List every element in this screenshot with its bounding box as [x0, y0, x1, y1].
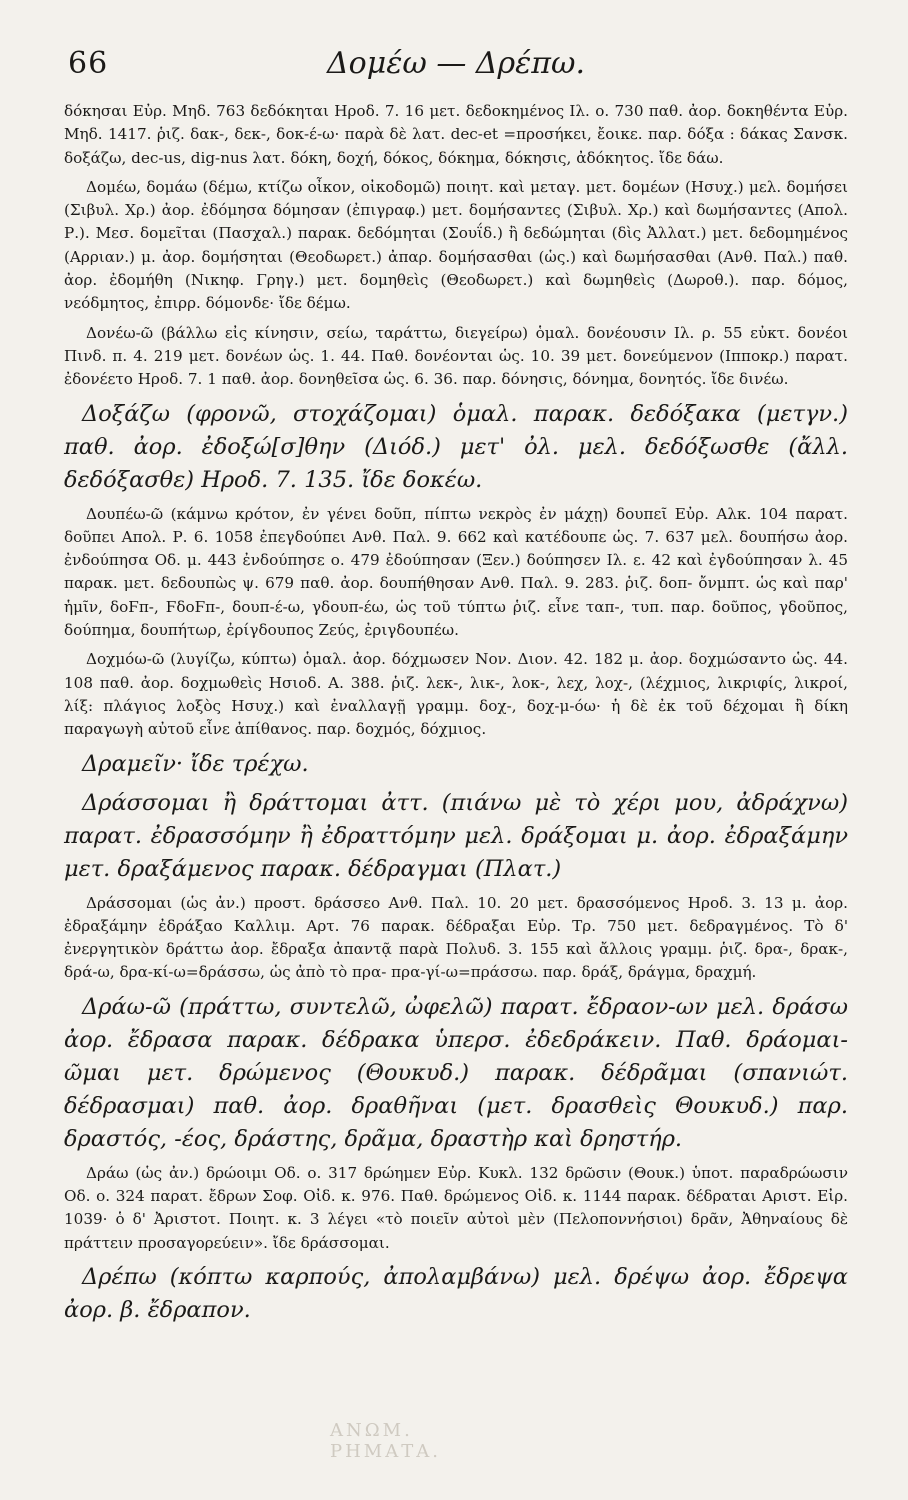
- entry-dokeo-continued: δόκησαι Εὐρ. Μηδ. 763 δεδόκηται Ηροδ. 7. 16 μετ. δεδοκημένος Ιλ. ο. 730 παθ. ἀορ. δοκηθέντα Εὐρ. Μηδ. 1417. ῥιζ. δακ-, δεκ-, δοκ-έ-ω· παρὰ δὲ λατ. dec-et =προσήκει, ἔοικε. παρ. δόξα : δάκας Σανσκ. δοξάζω, dec-us, dig-nus λατ. δόκη, δοχή, δόκος, δόκημα, δόκησις, ἀδόκητος. ἴδε δάω.: [64, 102, 848, 167]
- entry-drassomai: Δράσσομαι ἢ δράττομαι ἀττ. (πιάνω μὲ τὸ χέρι μου, ἀδράχνω) παρατ. ἐδρασσόμην ἢ ἐδραττόμην μελ. δράξομαι μ. ἀορ. ἐδραξάμην μετ. δραξάμενος παρακ. δέδραγμαι (Πλατ.): [64, 789, 848, 882]
- page-header: [64, 40, 848, 90]
- entry-drao: Δράω-ῶ (πράττω, συντελῶ, ὠφελῶ) παρατ. ἔδραον-ων μελ. δράσω ἀορ. ἔδρασα παρακ. δέδρακα ὑπερσ. ἐδεδράκειν. Παθ. δράομαι-ῶμαι μετ. δρώμενος (Θουκυδ.) παρακ. δέδρᾶμαι (σπανιώτ. δέδρασμαι) παθ. ἀορ. δραθῆναι (μετ. δρασθεὶς Θουκυδ.) παρ. δραστός, -έος, δράστης, δρᾶμα, δραστὴρ καὶ δρηστήρ.: [64, 993, 848, 1152]
- entry-drepo: Δρέπω (κόπτω καρπούς, ἀπολαμβάνω) μελ. δρέψω ἀορ. ἔδρεψα ἀορ. β. ἔδραπον.: [64, 1263, 848, 1323]
- entry-doxazo: Δοξάζω (φρονῶ, στοχάζομαι) ὁμαλ. παρακ. δεδόξακα (μετγν.) παθ. ἀορ. ἐδοξώ[σ]θην (Διόδ.) μετ' ὀλ. μελ. δεδόξωσθε (ἄλλ. δεδόξασθε) Ηροδ. 7. 135. ἴδε δοκέω.: [64, 400, 848, 493]
- entry-drao-notes: Δράω (ὡς ἀν.) δρώοιμι Οδ. ο. 317 δρώημεν Εὐρ. Κυκλ. 132 δρῶσιν (Θουκ.) ὑποτ. παραδρώωσιν Οδ. ο. 324 παρατ. ἔδρων Σοφ. Οἰδ. κ. 976. Παθ. δρώμενος Οἰδ. κ. 1144 παρακ. δέδραται Αριστ. Εἰρ. 1039· ὁ δ' Ἀριστοτ. Ποιητ. κ. 3 λέγει «τὸ ποιεῖν αὐτοὶ μὲν (Πελοποννήσιοι) δρᾶν, Ἀθηναίους δὲ πράττειν προσαγορεύειν». ἴδε δράσσομαι.: [64, 1163, 848, 1252]
- entry-doneo: Δονέω-ῶ (βάλλω εἰς κίνησιν, σείω, ταράττω, διεγείρω) ὁμαλ. δονέουσιν Ιλ. ρ. 55 εὐκτ. δονέοι Πινδ. π. 4. 219 μετ. δονέων ὡς. 1. 44. Παθ. δονέονται ὡς. 10. 39 μετ. δονεύμενον (Ιπποκρ.) παρατ. ἐδονέετο Ηροδ. 7. 1 παθ. ἀορ. δονηθεῖσα ὡς. 6. 36. παρ. δόνησις, δόνημα, δονητός. ἴδε δινέω.: [64, 323, 848, 389]
- show-through-text: ΑΝΩΜ. ΡΗΜΑΤΑ.: [330, 1420, 441, 1462]
- entry-doupeo: Δουπέω-ῶ (κάμνω κρότον, ἐν γένει δοῦπ, πίπτω νεκρὸς ἐν μάχῃ) δουπεῖ Εὐρ. Αλκ. 104 παρατ. δοῦπει Απολ. Ρ. 6. 1058 ἐπεγδούπει Ανθ. Παλ. 9. 662 καὶ κατέδουπε ὡς. 7. 637 μελ. δουπήσω ἀορ. ἐνδούπησα Οδ. μ. 443 ἐνδούπησε ο. 479 ἐδούπησαν (Ξεν.) δούπησεν Ιλ. ε. 42 καὶ ἐγδούπησαν λ. 45 παρακ. μετ. δεδουπὼς ψ. 679 παθ. ἀορ. δουπήθησαν Ανθ. Παλ. 9. 283. ῥιζ. δοπ- ὄνμπτ. ὡς καὶ παρ' ἡμῖν, δοϜπ-, ϜδοϜπ-, δουπ-έ-ω, γδουπ-έω, ὡς τοῦ τύπτω ῥιζ. εἶνε ταπ-, τυπ. παρ. δοῦπος, γδοῦπος, δούπημα, δουπήτωρ, ἐρίγδουπος Ζεύς, ἐριγδουπέω.: [64, 504, 848, 640]
- entry-drassomai-notes: Δράσσομαι (ὡς ἀν.) προστ. δράσσεο Ανθ. Παλ. 10. 20 μετ. δρασσόμενος Ηροδ. 3. 13 μ. ἀορ. ἐδραξάμην ἐδράξαο Καλλιμ. Αρτ. 76 παρακ. δέδραξαι Εὐρ. Τρ. 750 μετ. δεδραγμένος. Τὸ δ' ἐνεργητικὸν δράττω ἀορ. ἔδραξα ἀπαντᾷ παρὰ Πολυδ. 3. 155 καὶ ἄλλοις γραμμ. ῥιζ. δρα-, δρακ-, δρά-ω, δρα-κί-ω=δράσσω, ὡς ἀπὸ τὸ πρα- πρα-γί-ω=πράσσω. παρ. δράξ, δράγμα, δραχμή.: [64, 893, 848, 982]
- page-title: Δομέω — Δρέπω.: [327, 46, 585, 81]
- entry-domeo: Δομέω, δομάω (δέμω, κτίζω οἶκον, οἰκοδομῶ) ποιητ. καὶ μεταγ. μετ. δομέων (Ησυχ.) μελ. δομήσει (Σιβυλ. Χρ.) ἀορ. ἐδόμησα δόμησαν (ἐπιγραφ.) μετ. δομήσαντες (Σιβυλ. Χρ.) καὶ δωμήσαντες (Απολ. Ρ.). Μεσ. δομεῖται (Πασχαλ.) παρακ. δεδόμηται (Σουΐδ.) ἢ δεδώμηται (δὶς Ἀλλατ.) μετ. δεδομημένος (Αρριαν.) μ. ἀορ. δομήσηται (Θεοδωρετ.) ἀπαρ. δομήσασθαι (ὡς.) καὶ δωμήσασθαι (Ανθ. Παλ.) παθ. ἀορ. ἐδομήθη (Νικηφ. Γρηγ.) μετ. δομηθεὶς (Θεοδωρετ.) καὶ δωμηθεὶς (Δωροθ.). παρ. δόμος, νεόδμητος, ἐπιρρ. δόμονδε· ἴδε δέμω.: [64, 177, 848, 313]
- entry-dochmoo: Δοχμόω-ῶ (λυγίζω, κύπτω) ὁμαλ. ἀορ. δόχμωσεν Νον. Διον. 42. 182 μ. ἀορ. δοχμώσαντο ὡς. 44. 108 παθ. ἀορ. δοχμωθεὶς Ησιοδ. Α. 388. ῥιζ. λεκ-, λικ-, λοκ-, λεχ, λοχ-, (λέχμιος, λικριφίς, λικροί, λίξ: πλάγιος λοξὸς Ησυχ.) καὶ ἐναλλαγῇ γραμμ. δοχ-, δοχ-μ-όω· ἡ δὲ ἐκ τοῦ δέχομαι ἢ δίκη παραγωγὴ αὐτοῦ εἶνε ἀπίθανος. παρ. δοχμός, δόχμιος.: [64, 650, 848, 739]
- dictionary-entries: [64, 100, 848, 1327]
- entry-dramein: Δραμεῖν· ἴδε τρέχω.: [82, 750, 309, 777]
- page-number: 66: [68, 46, 109, 81]
